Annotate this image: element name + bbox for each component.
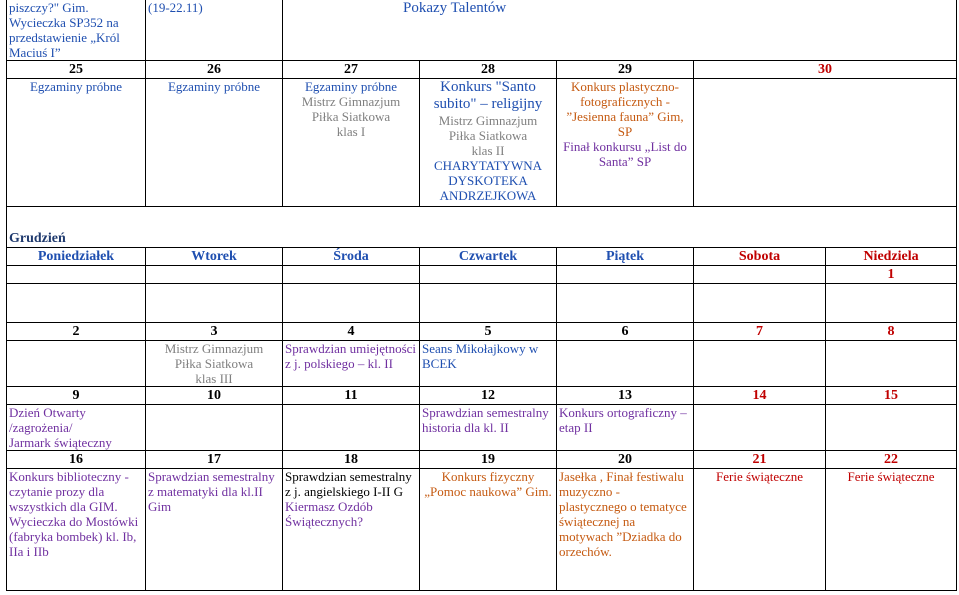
event-wed-exam: Egzaminy próbne: [304, 79, 398, 94]
date-cell: 14: [694, 387, 826, 405]
event-fri-contest: Konkurs plastyczno-fotograficznych - ”Jesienna fauna” Gim, SP: [566, 79, 684, 139]
november-table: [6, 0, 957, 207]
week0-dates: [7, 266, 957, 284]
date-cell: 27: [283, 61, 420, 79]
date-cell: 1: [826, 266, 957, 284]
date-cell: 9: [7, 387, 146, 405]
day-name: Środa: [283, 248, 420, 266]
week2-events: [7, 405, 957, 451]
date-cell: 7: [694, 323, 826, 341]
date-cell: 28: [420, 61, 557, 79]
week1-dates: [7, 323, 957, 341]
event-sat: Ferie świąteczne: [694, 469, 826, 591]
date-cell: 8: [826, 323, 957, 341]
month-row: [7, 207, 957, 248]
event-sun: Ferie świąteczne: [826, 469, 957, 591]
event-mon: Dzień Otwarty /zagrożenia/ Jarmark świąteczny: [7, 405, 146, 451]
top-cell-3: Pokazy Talentów: [283, 0, 957, 61]
event-tue: Sprawdzian semestralny z matematyki dla kl.II Gim: [146, 469, 283, 591]
date-cell: 13: [557, 387, 694, 405]
day-name: Piątek: [557, 248, 694, 266]
december-table: [6, 207, 957, 591]
date-cell: 17: [146, 451, 283, 469]
top-row: [7, 0, 957, 61]
event-thu: Seans Mikołajkowy w BCEK: [420, 341, 557, 387]
date-cell: 30: [694, 61, 957, 79]
week-nov-events: [7, 79, 957, 207]
event-wed-volley: Mistrz Gimnazjum Piłka Siatkowa klas I: [301, 94, 401, 139]
day-name: Poniedziałek: [7, 248, 146, 266]
week-nov-dates: [7, 61, 957, 79]
date-cell: 6: [557, 323, 694, 341]
date-cell: 3: [146, 323, 283, 341]
event-tue: Egzaminy próbne: [146, 79, 283, 207]
week1-events: [7, 341, 957, 387]
day-name: Niedziela: [826, 248, 957, 266]
date-cell: 11: [283, 387, 420, 405]
event-wed-test: Sprawdzian semestralny z j. angielskiego I-II G: [285, 469, 412, 499]
date-cell: 10: [146, 387, 283, 405]
date-cell: 26: [146, 61, 283, 79]
top-cell-1: piszczy?" Gim. Wycieczka SP352 na przedstawienie „Król Maciuś I”: [7, 0, 146, 61]
date-cell: 2: [7, 323, 146, 341]
day-name: Czwartek: [420, 248, 557, 266]
date-cell: 12: [420, 387, 557, 405]
event-thu-contest: Konkurs "Santo subito" – religijny: [433, 79, 543, 112]
event-wed: Sprawdzian umiejętności z j. polskiego – kl. II: [283, 341, 420, 387]
date-cell: 5: [420, 323, 557, 341]
event-fri: Jasełka , Finał festiwalu muzyczno - plastycznego o tematyce świątecznej na motywach ”Dziadka do orzechów.: [557, 469, 694, 591]
event-thu: [420, 79, 557, 207]
event-thu-volley: Mistrz Gimnazjum Piłka Siatkowa klas II: [438, 113, 538, 158]
date-cell: 21: [694, 451, 826, 469]
month-title: Grudzień: [7, 207, 957, 248]
date-cell: 22: [826, 451, 957, 469]
event-tue: Mistrz Gimnazjum Piłka Siatkowa klas III: [146, 341, 283, 387]
event-sat: [694, 79, 957, 207]
event-thu: Sprawdzian semestralny historia dla kl. II: [420, 405, 557, 451]
day-name: Sobota: [694, 248, 826, 266]
event-fri: Konkurs ortograficzny – etap II: [557, 405, 694, 451]
event-wed: [283, 469, 420, 591]
event-thu-disco: CHARYTATYWNA DYSKOTEKA ANDRZEJKOWA: [433, 158, 542, 203]
event-mon: Egzaminy próbne: [7, 79, 146, 207]
week3-dates: [7, 451, 957, 469]
event-thu: Konkurs fizyczny „Pomoc naukowa” Gim.: [420, 469, 557, 591]
week2-dates: [7, 387, 957, 405]
date-cell: 29: [557, 61, 694, 79]
date-cell: 18: [283, 451, 420, 469]
event-fri-final: Finał konkursu „List do Santa” SP: [563, 139, 687, 169]
event-mon: Konkurs biblioteczny - czytanie prozy dla wszystkich dla GIM. Wycieczka do Mostówki (fabryka bombek) kl. Ib, IIa i IIb: [7, 469, 146, 591]
day-names-row: [7, 248, 957, 266]
date-cell: 19: [420, 451, 557, 469]
week0-events: [7, 284, 957, 323]
date-cell: 4: [283, 323, 420, 341]
top-cell-2: (19-22.11): [146, 0, 283, 61]
event-fri: [557, 79, 694, 207]
calendar-document: [6, 0, 956, 591]
event-wed-fair: Kiermasz Ozdób Świątecznych?: [285, 499, 373, 529]
date-cell: 16: [7, 451, 146, 469]
date-cell: 20: [557, 451, 694, 469]
event-wed: [283, 79, 420, 207]
date-cell: 15: [826, 387, 957, 405]
week3-events: [7, 469, 957, 591]
day-name: Wtorek: [146, 248, 283, 266]
date-cell: 25: [7, 61, 146, 79]
